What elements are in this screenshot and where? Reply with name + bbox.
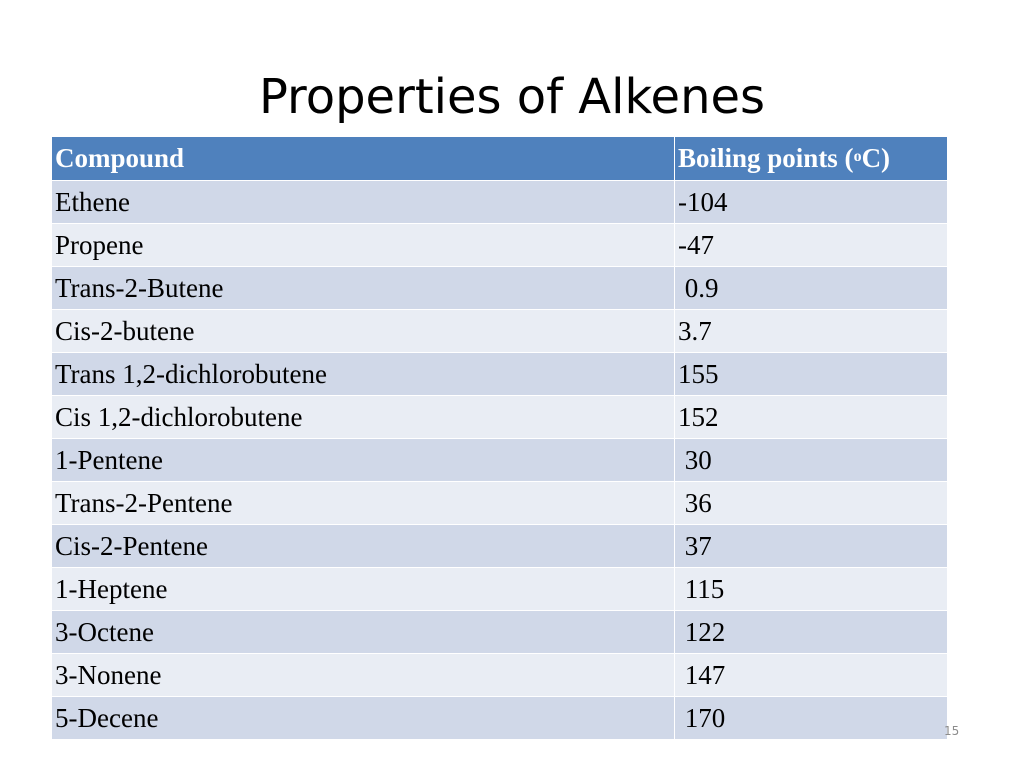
page-number: 15 (944, 724, 960, 738)
boiling-point-cell: 147 (675, 654, 948, 697)
table-row (52, 181, 948, 224)
table-row (52, 697, 948, 740)
boiling-point-cell: 122 (675, 611, 948, 654)
boiling-point-cell: 37 (675, 525, 948, 568)
table-row (52, 267, 948, 310)
table-row (52, 525, 948, 568)
boiling-point-cell: -104 (675, 181, 948, 224)
boiling-point-cell: 152 (675, 396, 948, 439)
compound-cell: Trans-2-Butene (52, 267, 675, 310)
table-row (52, 353, 948, 396)
slide-title: Properties of Alkenes (258, 69, 766, 125)
boiling-point-cell: 0.9 (675, 267, 948, 310)
compound-cell: Cis-2-butene (52, 310, 675, 353)
boiling-point-cell: 30 (675, 439, 948, 482)
boiling-point-cell: 3.7 (675, 310, 948, 353)
table-row (52, 310, 948, 353)
compound-cell: Cis 1,2-dichlorobutene (52, 396, 675, 439)
column-header-compound: Compound (52, 137, 675, 181)
table-row (52, 611, 948, 654)
boiling-points-table (51, 136, 948, 740)
compound-cell: Trans 1,2-dichlorobutene (52, 353, 675, 396)
boiling-point-cell: -47 (675, 224, 948, 267)
compound-cell: 3-Nonene (52, 654, 675, 697)
compound-cell: 5-Decene (52, 697, 675, 740)
table-row (52, 568, 948, 611)
column-header-boiling-point: Boiling points ($^o$C) (675, 137, 948, 181)
table-row (52, 439, 948, 482)
boiling-point-cell: 155 (675, 353, 948, 396)
table-row (52, 482, 948, 525)
boiling-point-cell: 36 (675, 482, 948, 525)
compound-cell: Propene (52, 224, 675, 267)
boiling-point-cell: 170 (675, 697, 948, 740)
compound-cell: Trans-2-Pentene (52, 482, 675, 525)
compound-cell: 1-Heptene (52, 568, 675, 611)
compound-cell: Cis-2-Pentene (52, 525, 675, 568)
compound-cell: 1-Pentene (52, 439, 675, 482)
table-row (52, 654, 948, 697)
table-row (52, 396, 948, 439)
compound-cell: 3-Octene (52, 611, 675, 654)
boiling-point-cell: 115 (675, 568, 948, 611)
table-row (52, 224, 948, 267)
table-header-row (52, 137, 948, 181)
compound-cell: Ethene (52, 181, 675, 224)
